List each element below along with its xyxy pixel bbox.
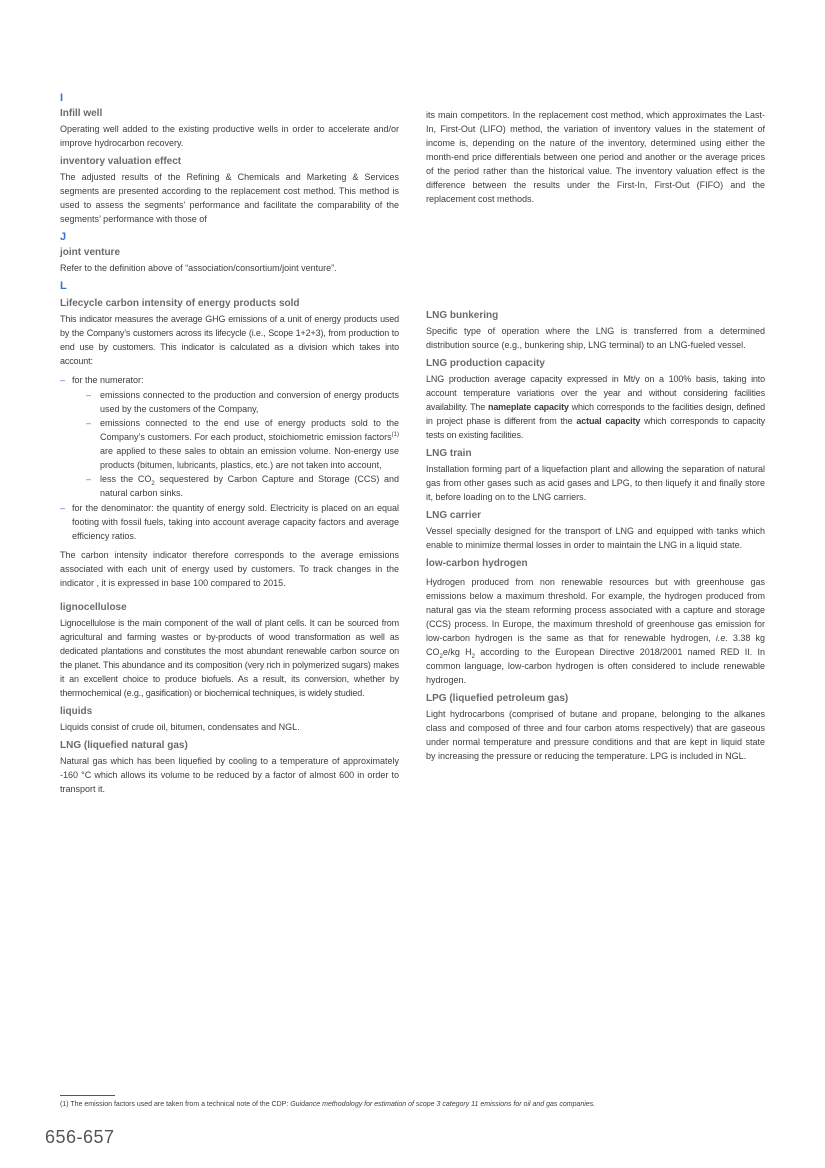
def-text: according to the European Directive 2018/2001 named RED II. In common language, low-carbon hydrogen is often considered to include renewable hydrogen. xyxy=(426,647,765,685)
footnote xyxy=(60,1100,780,1110)
def-lng-production-capacity xyxy=(426,372,765,442)
lifecycle-list xyxy=(60,373,399,543)
term-lifecycle-carbon-intensity: Lifecycle carbon intensity of energy products sold xyxy=(60,298,300,309)
list-item-denominator: – for the denominator: the quantity of energy sold. Electricity is placed on an equal footing with fossil fuels, taking into account average capacity factors and average efficiency ratios. xyxy=(60,501,399,543)
footnote-rule xyxy=(60,1095,115,1096)
numerator-sublist xyxy=(72,388,399,500)
section-letter-j: J xyxy=(60,231,67,243)
list-item xyxy=(86,416,399,472)
subscript: 2 xyxy=(471,653,475,660)
list-item xyxy=(86,472,399,500)
footnote-text: (1) The emission factors used are taken from a technical note of the CDP: xyxy=(60,1101,291,1108)
def-liquids: Liquids consist of crude oil, bitumen, condensates and NGL. xyxy=(60,722,300,732)
list-item-text: less the CO xyxy=(100,474,152,484)
def-joint-venture: Refer to the definition above of “association/consortium/joint venture”. xyxy=(60,263,337,273)
def-text: which corresponds to the facilities design, defined in project phase is different from the xyxy=(426,402,765,426)
term-liquids: liquids xyxy=(60,706,93,717)
term-inventory-valuation-effect: inventory valuation effect xyxy=(60,156,182,167)
bold-term-actual-capacity: actual capacity xyxy=(576,416,641,426)
list-item: – emissions connected to the production and conversion of energy products used by the customers of the Company, xyxy=(86,388,399,416)
def-lng: Natural gas which has been liquefied by cooling to a temperature of approximately -160 °C which allows its volume to be reduced by a factor of almost 600 in order to transport it. xyxy=(60,756,399,794)
def-italic: i.e. xyxy=(715,633,728,643)
def-low-carbon-hydrogen xyxy=(426,575,765,687)
list-item-numerator xyxy=(60,373,399,500)
def-infill-well: Operating well added to the existing productive wells in order to accelerate and/or improve hydrocarbon recovery. xyxy=(60,124,399,148)
subscript: 2 xyxy=(439,653,443,660)
list-item-text: are applied to these sales to obtain an emission volume. Non-energy use products (bitumen, lubricants, plastics, etc.) are not taken into account, xyxy=(100,446,399,470)
list-item-text: sequestered by Carbon Capture and Storage (CCS) and natural carbon sinks. xyxy=(100,474,399,498)
term-lignocellulose: lignocellulose xyxy=(60,602,127,613)
term-low-carbon-hydrogen: low-carbon hydrogen xyxy=(426,558,528,569)
def-inventory-valuation-effect-continued: its main competitors. In the replacement cost method, which approximates the Last-In, First-Out (LIFO) method, the variation of inventory values in the statement of income is, depending on the nature of the inventory, determined using either the month-end price differentials between one period and another or the average prices of the period rather than the historical value. The inventory valuation effect is the difference between the results under the First-In, First-Out (FIFO) and the replacement cost methods. xyxy=(426,110,765,204)
def-lng-carrier: Vessel specially designed for the transport of LNG and equipped with tanks which enable to minimize thermal losses in order to maintain the LNG in a liquid state. xyxy=(426,526,765,550)
def-lng-bunkering: Specific type of operation where the LNG is transferred from a determined distribution source (e.g., bunkering ship, LNG terminal) to an LNG-fueled vessel. xyxy=(426,326,765,350)
right-column xyxy=(426,309,765,768)
subscript: 2 xyxy=(151,480,155,487)
bold-term-nameplate-capacity: nameplate capacity xyxy=(487,402,569,412)
term-infill-well: Infill well xyxy=(60,108,103,119)
footnote-ref: (1) xyxy=(391,432,399,438)
def-text: 3.38 kg CO xyxy=(426,633,765,657)
def-lng-train: Installation forming part of a liquefaction plant and allowing the separation of natural gas from other gases such as acid gases and LPG, to then liquefy it and finally store it, before loading on to the LNG carriers. xyxy=(426,464,765,502)
term-lng: LNG (liquefied natural gas) xyxy=(60,740,188,751)
def-text: which corresponds to capacity tests on existing facilities. xyxy=(426,416,766,440)
footnote-italic: Guidance methodology for estimation of scope 3 category 11 emissions for oil and gas companies. xyxy=(290,1101,596,1108)
def-text: e/kg H xyxy=(442,647,472,657)
page-number: 656-657 xyxy=(45,1127,115,1147)
term-lng-production-capacity: LNG production capacity xyxy=(426,358,545,369)
list-item-text: emissions connected to the end use of energy products sold to the Company’s customers. For each product, stoichiometric emission factors xyxy=(100,418,399,442)
section-letter-i: I xyxy=(60,92,64,104)
def-lpg: Light hydrocarbons (comprised of butane and propane, belonging to the alkanes class and composed of three and four carbon atoms respectively) that are gaseous under normal temperature and pressure conditions and that are kept in liquid state by increasing the pressure or reducing the temperature. LPG is included in NGL. xyxy=(426,709,765,761)
term-lng-carrier: LNG carrier xyxy=(426,510,482,521)
def-text: LNG production average capacity expressed in Mt/y on a 100% basis, taking into account temperature variations over the year and without considering facilities availability. The xyxy=(426,374,765,412)
section-letter-l: L xyxy=(60,280,67,292)
def-lifecycle-closing: The carbon intensity indicator therefore corresponds to the average emissions associated with each unit of energy used by customers. To track changes in the indicator , it is expressed in base 100 compared to 2015. xyxy=(60,550,399,588)
left-column xyxy=(60,92,399,801)
term-lng-bunkering: LNG bunkering xyxy=(426,310,499,321)
term-lpg: LPG (liquefied petroleum gas) xyxy=(426,693,569,704)
def-inventory-valuation-effect: The adjusted results of the Refining & Chemicals and Marketing & Services segments are presented according to the replacement cost method. This method is used to assess the segments’ performance and facilitate the comparability of the segments’ performance with those of xyxy=(60,172,399,224)
def-lignocellulose: Lignocellulose is the main component of the wall of plant cells. It can be sourced from agricultural and farming wastes or by-products of wood transformation as well as dedicated plantations and constitutes the most abundant renewable carbon source on the planet. This abundance and its composition (very rich in polymerized sugars) makes it an excellent choice to produce biofuels. As a result, its conversion, whether by thermochemical (e.g., gasification) or biochemical techniques, is widely studied. xyxy=(60,618,399,698)
term-lng-train: LNG train xyxy=(426,448,472,459)
numerator-label: for the numerator: xyxy=(72,375,144,385)
def-text: Hydrogen produced from non renewable resources but with greenhouse gas emissions below a maximum threshold. For example, the hydrogen produced from natural gas via the steam reforming process associated with a capture and storage (CCS) process. In Europe, the maximum threshold of greenhouse gas emission for low-carbon hydrogen is the same as that for renewable hydrogen, xyxy=(426,577,765,643)
term-joint-venture: joint venture xyxy=(60,247,121,258)
right-column-top xyxy=(426,108,765,211)
def-lifecycle-intro: This indicator measures the average GHG emissions of a unit of energy products used by the Company’s customers across its lifecycle (i.e., Scope 1+2+3), from production to end use by customers. This indicator is calculated as a division which takes into account: xyxy=(60,314,399,366)
